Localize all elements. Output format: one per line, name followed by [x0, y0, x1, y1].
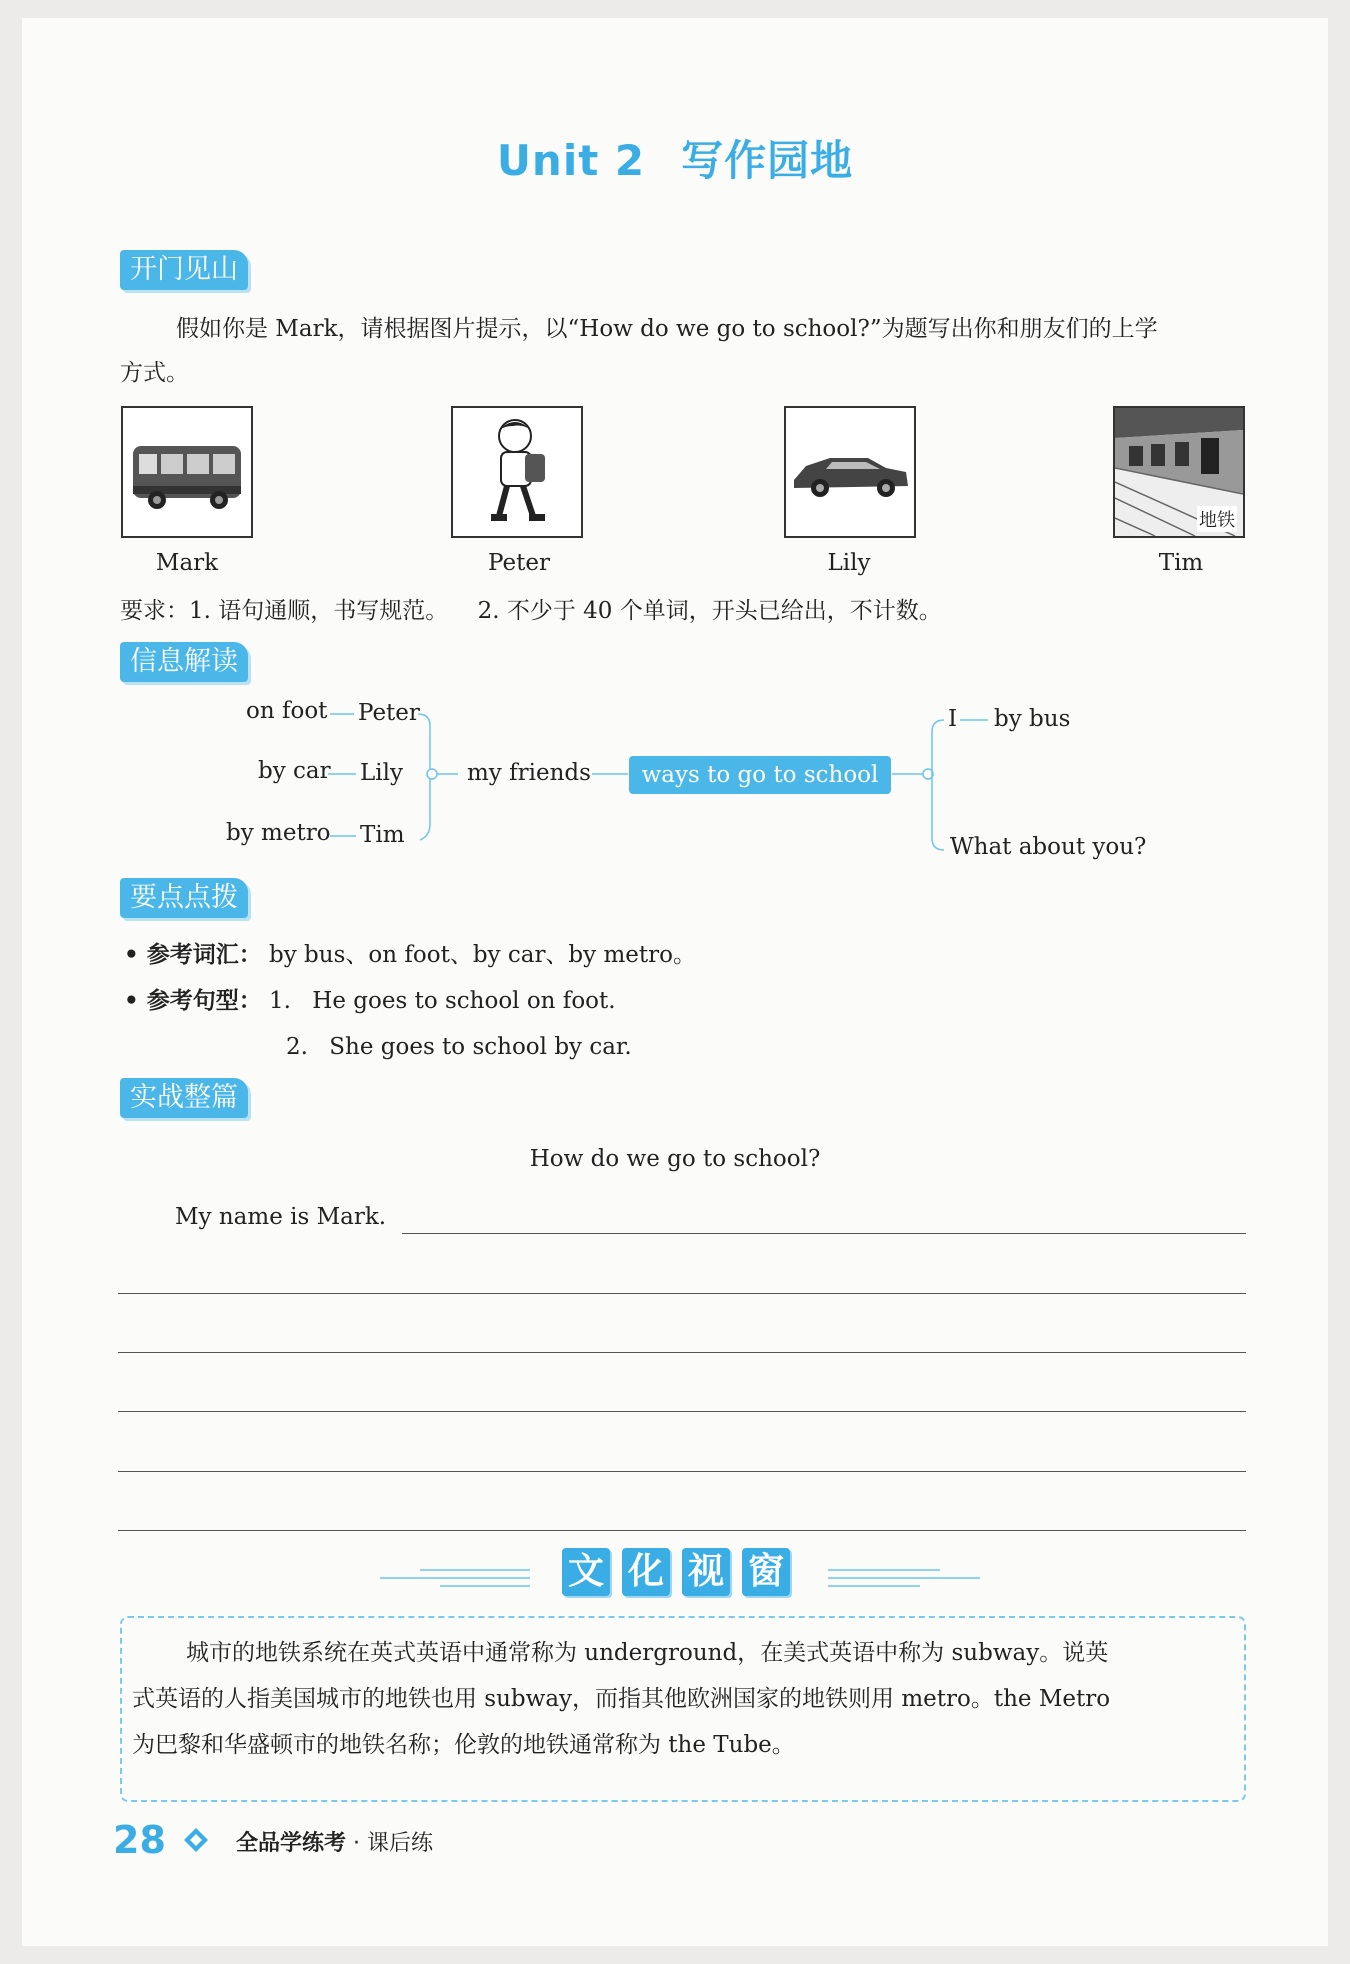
mindmap-way-by-metro: by metro — [226, 820, 331, 846]
book-title — [236, 1826, 433, 1857]
mindmap-friends: my friends — [467, 760, 591, 786]
caption-lily: Lily — [827, 550, 871, 576]
book-dot: · — [353, 1831, 361, 1856]
car-icon — [786, 408, 914, 536]
culture-line-2: 式英语的人指美国城市的地铁也用 subway，而指其他欧洲国家的地铁则用 metro。the Metro — [132, 1686, 1111, 1712]
mindmap-right-i: I — [948, 706, 958, 732]
caption-tim: Tim — [1158, 550, 1204, 576]
mindmap-way-by-car: by car — [258, 758, 331, 784]
writing-line-3[interactable] — [118, 1352, 1246, 1353]
requirement-2: 不少于 40 个单词，开头已给出，不计数。 — [506, 598, 942, 624]
mindmap-person-peter: Peter — [358, 700, 420, 726]
culture-char-2: 化 — [622, 1548, 670, 1596]
tips-pattern-1: He goes to school on foot. — [312, 988, 616, 1014]
caption-mark: Mark — [155, 550, 219, 576]
mindmap-person-lily: Lily — [360, 760, 403, 786]
metro-picture-label: 地铁 — [1197, 506, 1237, 532]
requirements-line — [120, 596, 942, 626]
tips-pattern-line — [124, 986, 616, 1016]
title-name: 写作园地 — [681, 136, 854, 185]
tips-pattern-label: 参考句型： — [146, 988, 262, 1014]
writing-line-2[interactable] — [118, 1293, 1246, 1294]
tips-pattern-line-2 — [286, 1032, 632, 1062]
picture-walking-boy — [451, 406, 583, 538]
mindmap-center-topic: ways to go to school — [629, 756, 891, 794]
culture-char-4: 窗 — [742, 1548, 790, 1596]
caption-peter: Peter — [488, 550, 550, 576]
tips-vocab: by bus、on foot、by car、by metro。 — [269, 942, 696, 968]
walking-boy-icon — [453, 408, 581, 536]
tips-vocab-bullet: • — [124, 942, 147, 968]
title-unit: Unit 2 — [496, 136, 646, 185]
section-label-tips: 要点点拨 — [120, 878, 248, 918]
section-label-info: 信息解读 — [120, 642, 248, 682]
book-subtitle: 课后练 — [367, 1831, 434, 1856]
writing-start: My name is Mark. — [175, 1204, 387, 1230]
writing-line-4[interactable] — [118, 1411, 1246, 1412]
culture-header-decor — [380, 1556, 980, 1592]
culture-line-3: 为巴黎和华盛顿市的地铁名称；伦敦的地铁通常称为 the Tube。 — [132, 1732, 795, 1758]
picture-car — [784, 406, 916, 538]
book-name: 全品学练考 — [236, 1831, 347, 1856]
culture-char-3: 视 — [682, 1548, 730, 1596]
mindmap-person-tim: Tim — [360, 822, 405, 848]
section-label-intro: 开门见山 — [120, 250, 248, 290]
requirement-1: 语句通顺，书写规范。 — [218, 598, 449, 624]
culture-char-1: 文 — [562, 1548, 610, 1596]
mindmap-right-by-bus: by bus — [994, 706, 1071, 732]
page-title — [0, 128, 1350, 188]
tips-pattern-2: She goes to school by car. — [329, 1034, 632, 1060]
tips-pattern-2-num: 2. — [286, 1034, 308, 1060]
picture-metro — [1113, 406, 1245, 538]
picture-bus — [121, 406, 253, 538]
writing-title: How do we go to school? — [529, 1146, 821, 1172]
writing-line-6[interactable] — [118, 1530, 1246, 1531]
requirement-2-num: 2. — [477, 598, 500, 624]
tips-pattern-bullet: • — [124, 988, 147, 1014]
mindmap-right-question: What about you? — [950, 834, 1147, 860]
page-number: 28 — [113, 1818, 166, 1862]
section-label-writing: 实战整篇 — [120, 1078, 248, 1118]
mindmap-way-on-foot: on foot — [246, 698, 328, 724]
prompt-line-2: 方式。 — [120, 360, 189, 386]
diamond-icon — [182, 1826, 210, 1854]
writing-line-1[interactable] — [402, 1233, 1246, 1234]
prompt-line-1: 假如你是 Mark，请根据图片提示，以“How do we go to school?”为题写出你和朋友们的上学 — [176, 316, 1158, 342]
requirements-prefix: 要求：1. — [120, 598, 211, 624]
tips-vocab-line — [124, 940, 696, 970]
culture-line-1: 城市的地铁系统在英式英语中通常称为 underground，在美式英语中称为 subway。说英 — [186, 1640, 1109, 1666]
tips-vocab-label: 参考词汇： — [146, 942, 262, 968]
bus-icon — [123, 408, 251, 536]
writing-line-5[interactable] — [118, 1471, 1246, 1472]
tips-pattern-1-num: 1. — [269, 988, 291, 1014]
